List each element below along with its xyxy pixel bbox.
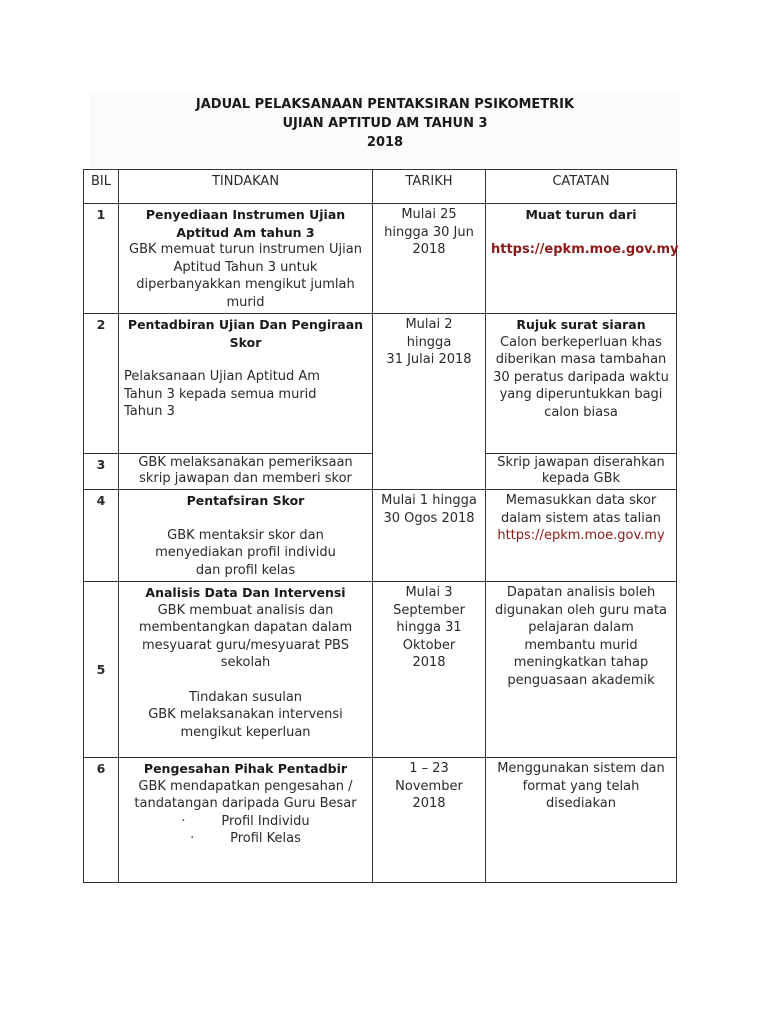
row-4-title: Pentafsiran Skor (186, 493, 305, 508)
row-6-desc: GBK mendapatkan pengesahan / tandatangan daripada Guru Besar (134, 778, 357, 811)
row-1-tarikh: Mulai 25 hingga 30 Jun 2018 (373, 204, 486, 314)
row-4-tindakan (119, 490, 373, 582)
row-1-catatan-title: Muat turun dari (525, 207, 637, 222)
row-2-tarikh-l2: hingga (406, 334, 452, 350)
row-2-title: Pentadbiran Ujian Dan Pengiraan Skor (127, 317, 364, 350)
row-6-tarikh: 1 – 23 November 2018 (373, 758, 486, 883)
row-4-catatan (486, 490, 677, 582)
table-row (84, 490, 677, 582)
row-3-catatan: Skrip jawapan diserahkan kepada GBk (486, 454, 677, 490)
row-1-tindakan (119, 204, 373, 314)
bullet-profil-individu: Profil Individu (221, 813, 310, 829)
schedule-table-container (83, 169, 679, 883)
row-1-catatan (486, 204, 677, 314)
bullet-item (124, 830, 367, 848)
row-6-title: Pengesahan Pihak Pentadbir (143, 761, 348, 776)
row-3-tindakan: GBK melaksanakan pemeriksaan skrip jawapan dan memberi skor (119, 454, 373, 490)
row-4-bil: 4 (84, 490, 119, 582)
row-2-catatan (486, 314, 677, 454)
table-row (84, 758, 677, 883)
row-6-tindakan (119, 758, 373, 883)
bullet-profil-kelas: Profil Kelas (230, 831, 301, 846)
table-row (84, 314, 677, 454)
schedule-table (83, 169, 677, 883)
header-bil: BIL (84, 170, 119, 204)
header-tarikh: TARIKH (373, 170, 486, 204)
row-2-tarikh-l3: 31 Julai 2018 (386, 352, 472, 367)
document-title (90, 92, 680, 167)
row-2-tarikh (373, 314, 486, 490)
row-5-tarikh: Mulai 3 September hingga 31 Oktober 2018 (373, 582, 486, 758)
row-5-desc: GBK membuat analisis dan membentangkan dapatan dalam mesyuarat guru/mesyuarat PBS sekolah (138, 602, 353, 670)
title-line-2: UJIAN APTITUD AM TAHUN 3 (282, 116, 488, 131)
header-tindakan: TINDAKAN (119, 170, 373, 204)
row-4-desc: GBK mentaksir skor dan menyediakan profil individu dan profil kelas (155, 527, 336, 578)
row-3-bil: 3 (84, 454, 119, 490)
row-1-title: Penyediaan Instrumen Ujian Aptitud Am tahun 3 (145, 207, 346, 240)
table-row (84, 204, 677, 314)
row-4-catatan-desc: Memasukkan data skor dalam sistem atas talian (500, 493, 662, 526)
row-2-catatan-title: Rujuk surat siaran (516, 317, 646, 332)
row-6-catatan: Menggunakan sistem dan format yang telah disediakan (486, 758, 677, 883)
row-6-bil: 6 (84, 758, 119, 883)
epkm-link-2[interactable]: https://epkm.moe.gov.my (497, 528, 665, 543)
row-5-tindakan (119, 582, 373, 758)
row-1-desc: GBK memuat turun instrumen Ujian Aptitud Tahun 3 untuk diperbanyakkan mengikut jumlah murid (129, 242, 362, 310)
title-line-3: 2018 (366, 135, 404, 150)
row-5-desc2-title: Tindakan susulan (188, 689, 303, 705)
row-5-catatan: Dapatan analisis boleh digunakan oleh guru mata pelajaran dalam membantu murid meningkatkan tahap penguasaan akademik (486, 582, 677, 758)
row-2-tindakan (119, 314, 373, 454)
header-catatan: CATATAN (486, 170, 677, 204)
row-5-desc2: GBK melaksanakan intervensi mengikut keperluan (148, 707, 343, 740)
title-line-1: JADUAL PELAKSANAAN PENTAKSIRAN PSIKOMETRIK (195, 97, 575, 112)
row-5-bil: 5 (84, 582, 119, 758)
table-row (84, 582, 677, 758)
epkm-link[interactable]: https://epkm.moe.gov.my (491, 241, 679, 257)
bullet-dot: · (181, 813, 186, 829)
row-5-title: Analisis Data Dan Intervensi (145, 585, 346, 600)
row-2-catatan-desc: Calon berkeperluan khas diberikan masa tambahan 30 peratus daripada waktu yang diperuntukkan bagi calon biasa (493, 334, 669, 420)
bullet-dot: · (190, 831, 195, 846)
row-1-bil: 1 (84, 204, 119, 314)
row-2-tarikh-l1: Mulai 2 (405, 317, 453, 332)
row-2-desc: Pelaksanaan Ujian Aptitud Am Tahun 3 kepada semua murid Tahun 3 (124, 369, 320, 419)
row-2-bil: 2 (84, 314, 119, 454)
table-header-row (84, 170, 677, 204)
bullet-item (124, 813, 367, 831)
row-4-tarikh: Mulai 1 hingga 30 Ogos 2018 (373, 490, 486, 582)
